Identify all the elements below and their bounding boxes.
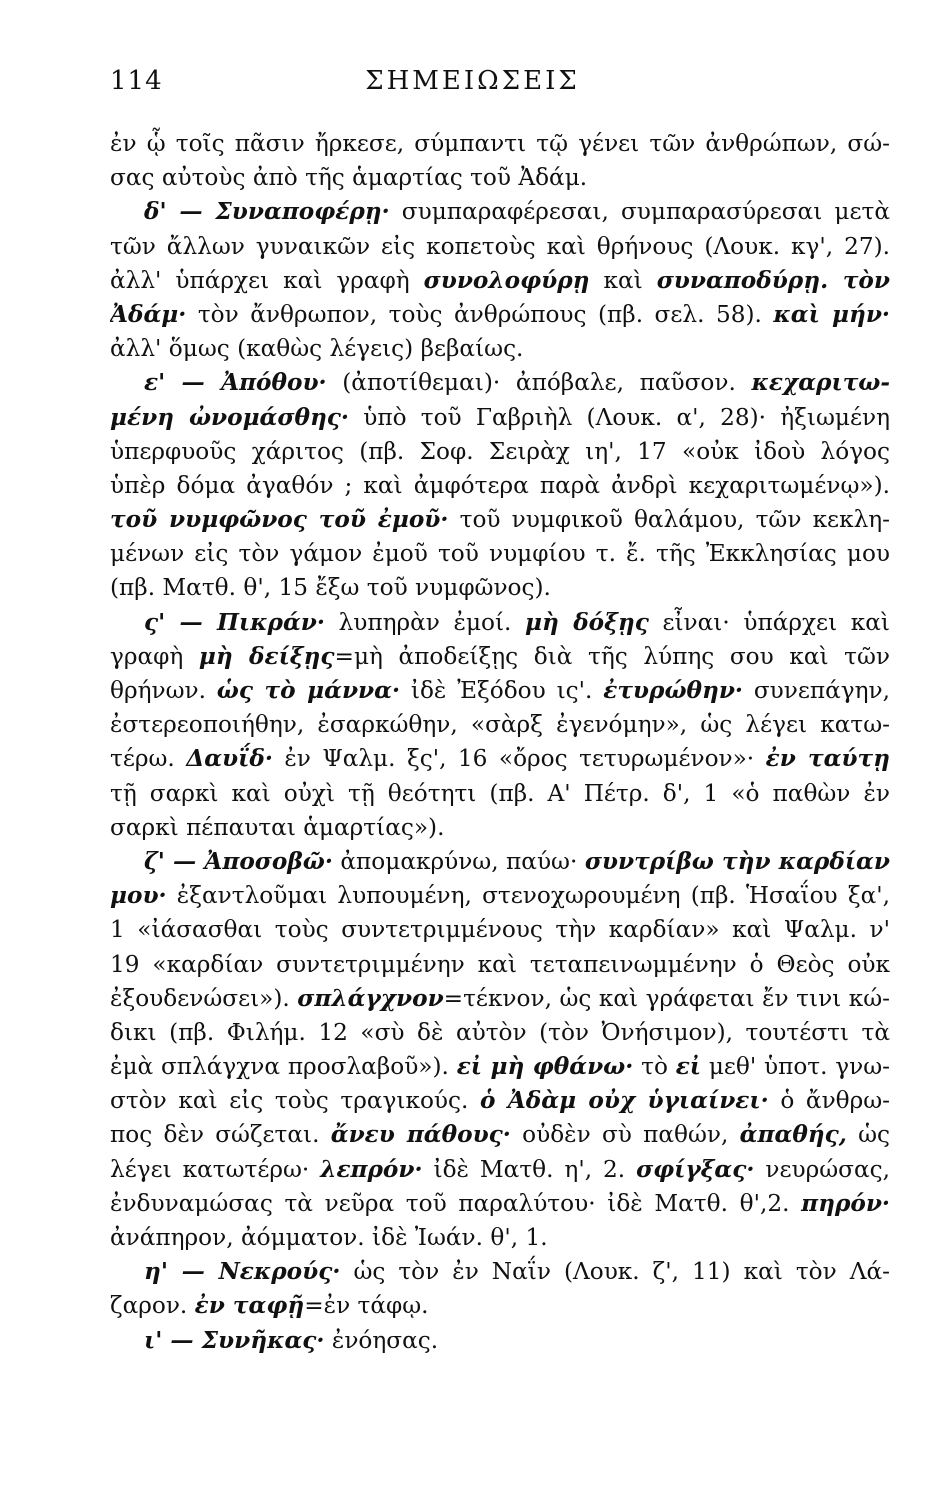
text-run: ἀλλ' ὑπάρχει καὶ γραφὴ	[110, 266, 424, 294]
bold-term: ε' — Ἀπόθου·	[144, 369, 327, 397]
bold-term: λεπρόν·	[320, 1155, 423, 1183]
bold-term: τοῦ νυμφῶνος τοῦ ἐμοῦ·	[110, 506, 449, 534]
text-run: ὡς τὸν ἐν Ναΐν (Λουκ. ζ', 11) καὶ τὸν Λά-	[340, 1258, 890, 1286]
text-line	[110, 845, 890, 879]
bold-term: Ἀδάμ·	[110, 300, 187, 328]
text-run: ἀλλ' ὅμως (καθὼς λέγεις) βεβαίως.	[110, 335, 524, 363]
text-line	[110, 571, 890, 605]
bold-term: συντρίβω τὴν καρδίαν	[584, 847, 890, 875]
text-line	[110, 1289, 890, 1323]
text-run: ἐμὰ σπλάγχνα προσλαβοῦ»).	[110, 1053, 457, 1081]
text-line	[110, 469, 890, 503]
text-run: τῇ σαρκὶ καὶ οὐχὶ τῇ θεότητι (πβ. Α' Πέτρ. δ', 1 «ὁ παθὼν ἐν	[110, 779, 890, 807]
text-run: πος δὲν σώζεται.	[110, 1121, 331, 1149]
text-run: ὁ ἄνθρω-	[768, 1087, 890, 1115]
text-line	[110, 742, 890, 776]
text-line	[110, 401, 890, 435]
text-run: τὸν ἄνθρωπον, τοὺς ἀνθρώπους (πβ. σελ. 58).	[186, 300, 774, 328]
bold-term: πηρόν·	[801, 1189, 890, 1217]
bold-term: μὴ δείξῃς	[198, 642, 335, 670]
bold-term: μου·	[110, 882, 167, 910]
text-run: μεθ' ὑποτ. γνω-	[701, 1053, 890, 1081]
text-run: λέγει κατωτέρω·	[110, 1155, 321, 1183]
text-line	[110, 913, 890, 947]
text-run: ἰδὲ Ἐξόδου ις'.	[400, 677, 604, 704]
text-run: συνεπάγην,	[743, 677, 890, 704]
text-run: 1 «ἰάσασθαι τοὺς συντετριμμένους τὴν καρδίαν» καὶ Ψαλμ. ν'	[110, 916, 890, 944]
bold-term: ἐν ταφῇ	[194, 1292, 305, 1320]
text-line	[110, 127, 890, 161]
text-run: ἐξαντλοῦμαι λυπουμένη, στενοχωρουμένη (πβ. Ἡσαΐου ξα',	[166, 882, 890, 910]
text-run: ὑπὲρ δόμα ἀγαθόν ; καὶ ἀμφότερα παρὰ ἀνδρὶ κεχαριτωμένῳ»).	[110, 471, 890, 499]
text-line	[110, 1050, 890, 1084]
bold-term: εἰ μὴ φθάνω·	[456, 1053, 634, 1081]
bold-term: η' — Νεκρούς·	[144, 1258, 341, 1286]
text-run: ὑπερφυοῦς χάριτος (πβ. Σοφ. Σειρὰχ ιη', 17 «οὐκ ἰδοὺ λόγος	[110, 437, 890, 465]
text-run: =ἐν τάφῳ.	[304, 1292, 429, 1320]
text-line	[110, 879, 890, 913]
text-run: ἐνδυναμώσας τὰ νεῦρα τοῦ παραλύτου· ἰδὲ Ματθ. θ',2.	[110, 1189, 802, 1217]
notes-body	[110, 127, 890, 1358]
text-run: οὐδὲν σὺ παθών,	[510, 1121, 740, 1149]
text-line	[110, 606, 890, 640]
text-run: ἐν Ψαλμ. ξς', 16 «ὄρος τετυρωμένον»·	[272, 745, 766, 773]
bold-term: ὡς τὸ μάννα·	[216, 677, 401, 704]
text-line	[110, 503, 890, 537]
text-run: συμπαραφέρεσαι, συμπαρασύρεσαι μετὰ	[389, 198, 890, 226]
text-line	[110, 366, 890, 400]
text-run: σαρκὶ πέπαυται ἁμαρτίας»).	[110, 813, 445, 841]
text-line	[110, 708, 890, 742]
bold-term: δ' — Συναποφέρῃ·	[144, 198, 390, 226]
bold-term: ζ' — Ἀποσοβῶ·	[144, 847, 333, 875]
text-line	[110, 1187, 890, 1221]
text-line	[110, 811, 890, 845]
text-line	[110, 982, 890, 1016]
text-line	[110, 264, 890, 298]
text-run: μένων εἰς τὸν γάμον ἐμοῦ τοῦ νυμφίου τ. ἔ. τῆς Ἐκκλησίας μου	[110, 540, 890, 568]
bold-term: καὶ μήν·	[773, 300, 890, 328]
text-run: τοῦ νυμφικοῦ θαλάμου, τῶν κεκλη-	[448, 506, 890, 534]
text-line	[110, 777, 890, 811]
text-line	[110, 674, 890, 708]
text-run: =μὴ ἀποδείξῃς διὰ τῆς λύπης σου καὶ τῶν	[334, 642, 890, 670]
text-line	[110, 435, 890, 469]
bold-term: ἐν ταύτῃ	[765, 745, 890, 773]
text-line	[110, 298, 890, 332]
text-line	[110, 1255, 890, 1289]
text-run: ὑπὸ τοῦ Γαβριὴλ (Λουκ. α', 28)· ἠξιωμένη	[349, 403, 890, 431]
text-line	[110, 1221, 890, 1255]
text-line	[110, 1153, 890, 1187]
page-number: 114	[110, 66, 163, 96]
text-line	[110, 1118, 890, 1152]
bold-term: μένη ὠνομάσθης·	[110, 403, 350, 431]
page-header	[110, 66, 835, 106]
text-run: (πβ. Ματθ. θ', 15 ἔξω τοῦ νυμφῶνος).	[110, 574, 551, 602]
text-run: ἰδὲ Ματθ. η', 2.	[422, 1155, 637, 1183]
text-line	[110, 230, 890, 264]
text-run: =τέκνον, ὡς καὶ γράφεται ἔν τινι κώ-	[443, 984, 890, 1012]
text-run: ἀπομακρύνω, παύω·	[332, 847, 585, 875]
text-run: στὸν καὶ εἰς τοὺς τραγικούς.	[110, 1087, 481, 1115]
text-line	[110, 161, 890, 195]
text-run: ἐν ᾧ τοῖς πᾶσιν ἤρκεσε, σύμπαντι τῷ γένει τῶν ἀνθρώπων, σώ-	[110, 130, 890, 157]
bold-term: μὴ δόξῃς	[525, 608, 649, 636]
text-run: (ἀποτίθεμαι)· ἀπόβαλε, παῦσον.	[326, 369, 752, 397]
text-line	[110, 195, 890, 229]
bold-term: συνολοφύρῃ	[423, 266, 590, 294]
text-run: σας αὐτοὺς ἀπὸ τῆς ἁμαρτίας τοῦ Ἀδάμ.	[110, 164, 588, 192]
bold-term: ἄνευ πάθους·	[330, 1121, 511, 1149]
text-line	[110, 948, 890, 982]
bold-term: Δαυΐδ·	[186, 745, 273, 773]
text-run: καὶ	[589, 266, 657, 294]
bold-term: ὁ Ἀδὰμ οὐχ ὑγιαίνει·	[480, 1087, 769, 1115]
text-run: ἐξουδενώσει»).	[110, 984, 298, 1012]
text-run: νευρώσας,	[754, 1155, 890, 1183]
text-line	[110, 1324, 890, 1358]
text-run: 19 «καρδίαν συντετριμμένην καὶ τεταπεινωμμένην ὁ Θεὸς οὐκ	[110, 950, 890, 978]
text-run: ἐνόησας.	[324, 1326, 439, 1354]
text-run: θρήνων.	[110, 677, 217, 704]
text-run: ἐστερεοποιήθην, ἐσαρκώθην, «σὰρξ ἐγενόμην», ὡς λέγει κατω-	[110, 711, 890, 739]
bold-term: κεχαριτω-	[751, 369, 890, 397]
text-run: δικι (πβ. Φιλήμ. 12 «σὺ δὲ αὐτὸν (τὸν Ὀνήσιμον), τουτέστι τὰ	[110, 1018, 890, 1046]
text-run: γραφὴ	[110, 642, 199, 670]
text-run: ἀνάπηρον, ἀόμματον. ἰδὲ Ἰωάν. θ', 1.	[110, 1224, 548, 1251]
text-line	[110, 537, 890, 571]
text-line	[110, 1084, 890, 1118]
bold-term: εἰ	[675, 1053, 702, 1081]
text-run: εἶναι· ὑπάρχει καὶ	[648, 608, 890, 636]
text-run: λυπηρὰν ἐμοί.	[324, 608, 526, 636]
bold-term: ἐτυρώθην·	[603, 677, 744, 704]
bold-term: ι' — Συνῆκας·	[144, 1326, 325, 1354]
running-head: ΣΗΜΕΙΩΣΕΙΣ	[365, 66, 580, 96]
bold-term: συναποδύρῃ. τὸν	[656, 266, 890, 294]
bold-term: ς' — Πικράν·	[144, 608, 325, 636]
text-run: τέρω.	[110, 745, 187, 773]
text-line	[110, 1016, 890, 1050]
text-line	[110, 640, 890, 674]
bold-term: σφίγξας·	[636, 1155, 755, 1183]
text-line	[110, 332, 890, 366]
text-run: ὡς	[846, 1121, 890, 1149]
bold-term: σπλάγχνον	[297, 984, 444, 1012]
text-run: τὸ	[633, 1053, 676, 1081]
text-run: τῶν ἄλλων γυναικῶν εἰς κοπετοὺς καὶ θρήνους (Λουκ. κγ', 27).	[110, 232, 890, 260]
text-run: ζαρον.	[110, 1292, 195, 1320]
bold-term: ἀπαθής,	[739, 1121, 847, 1149]
